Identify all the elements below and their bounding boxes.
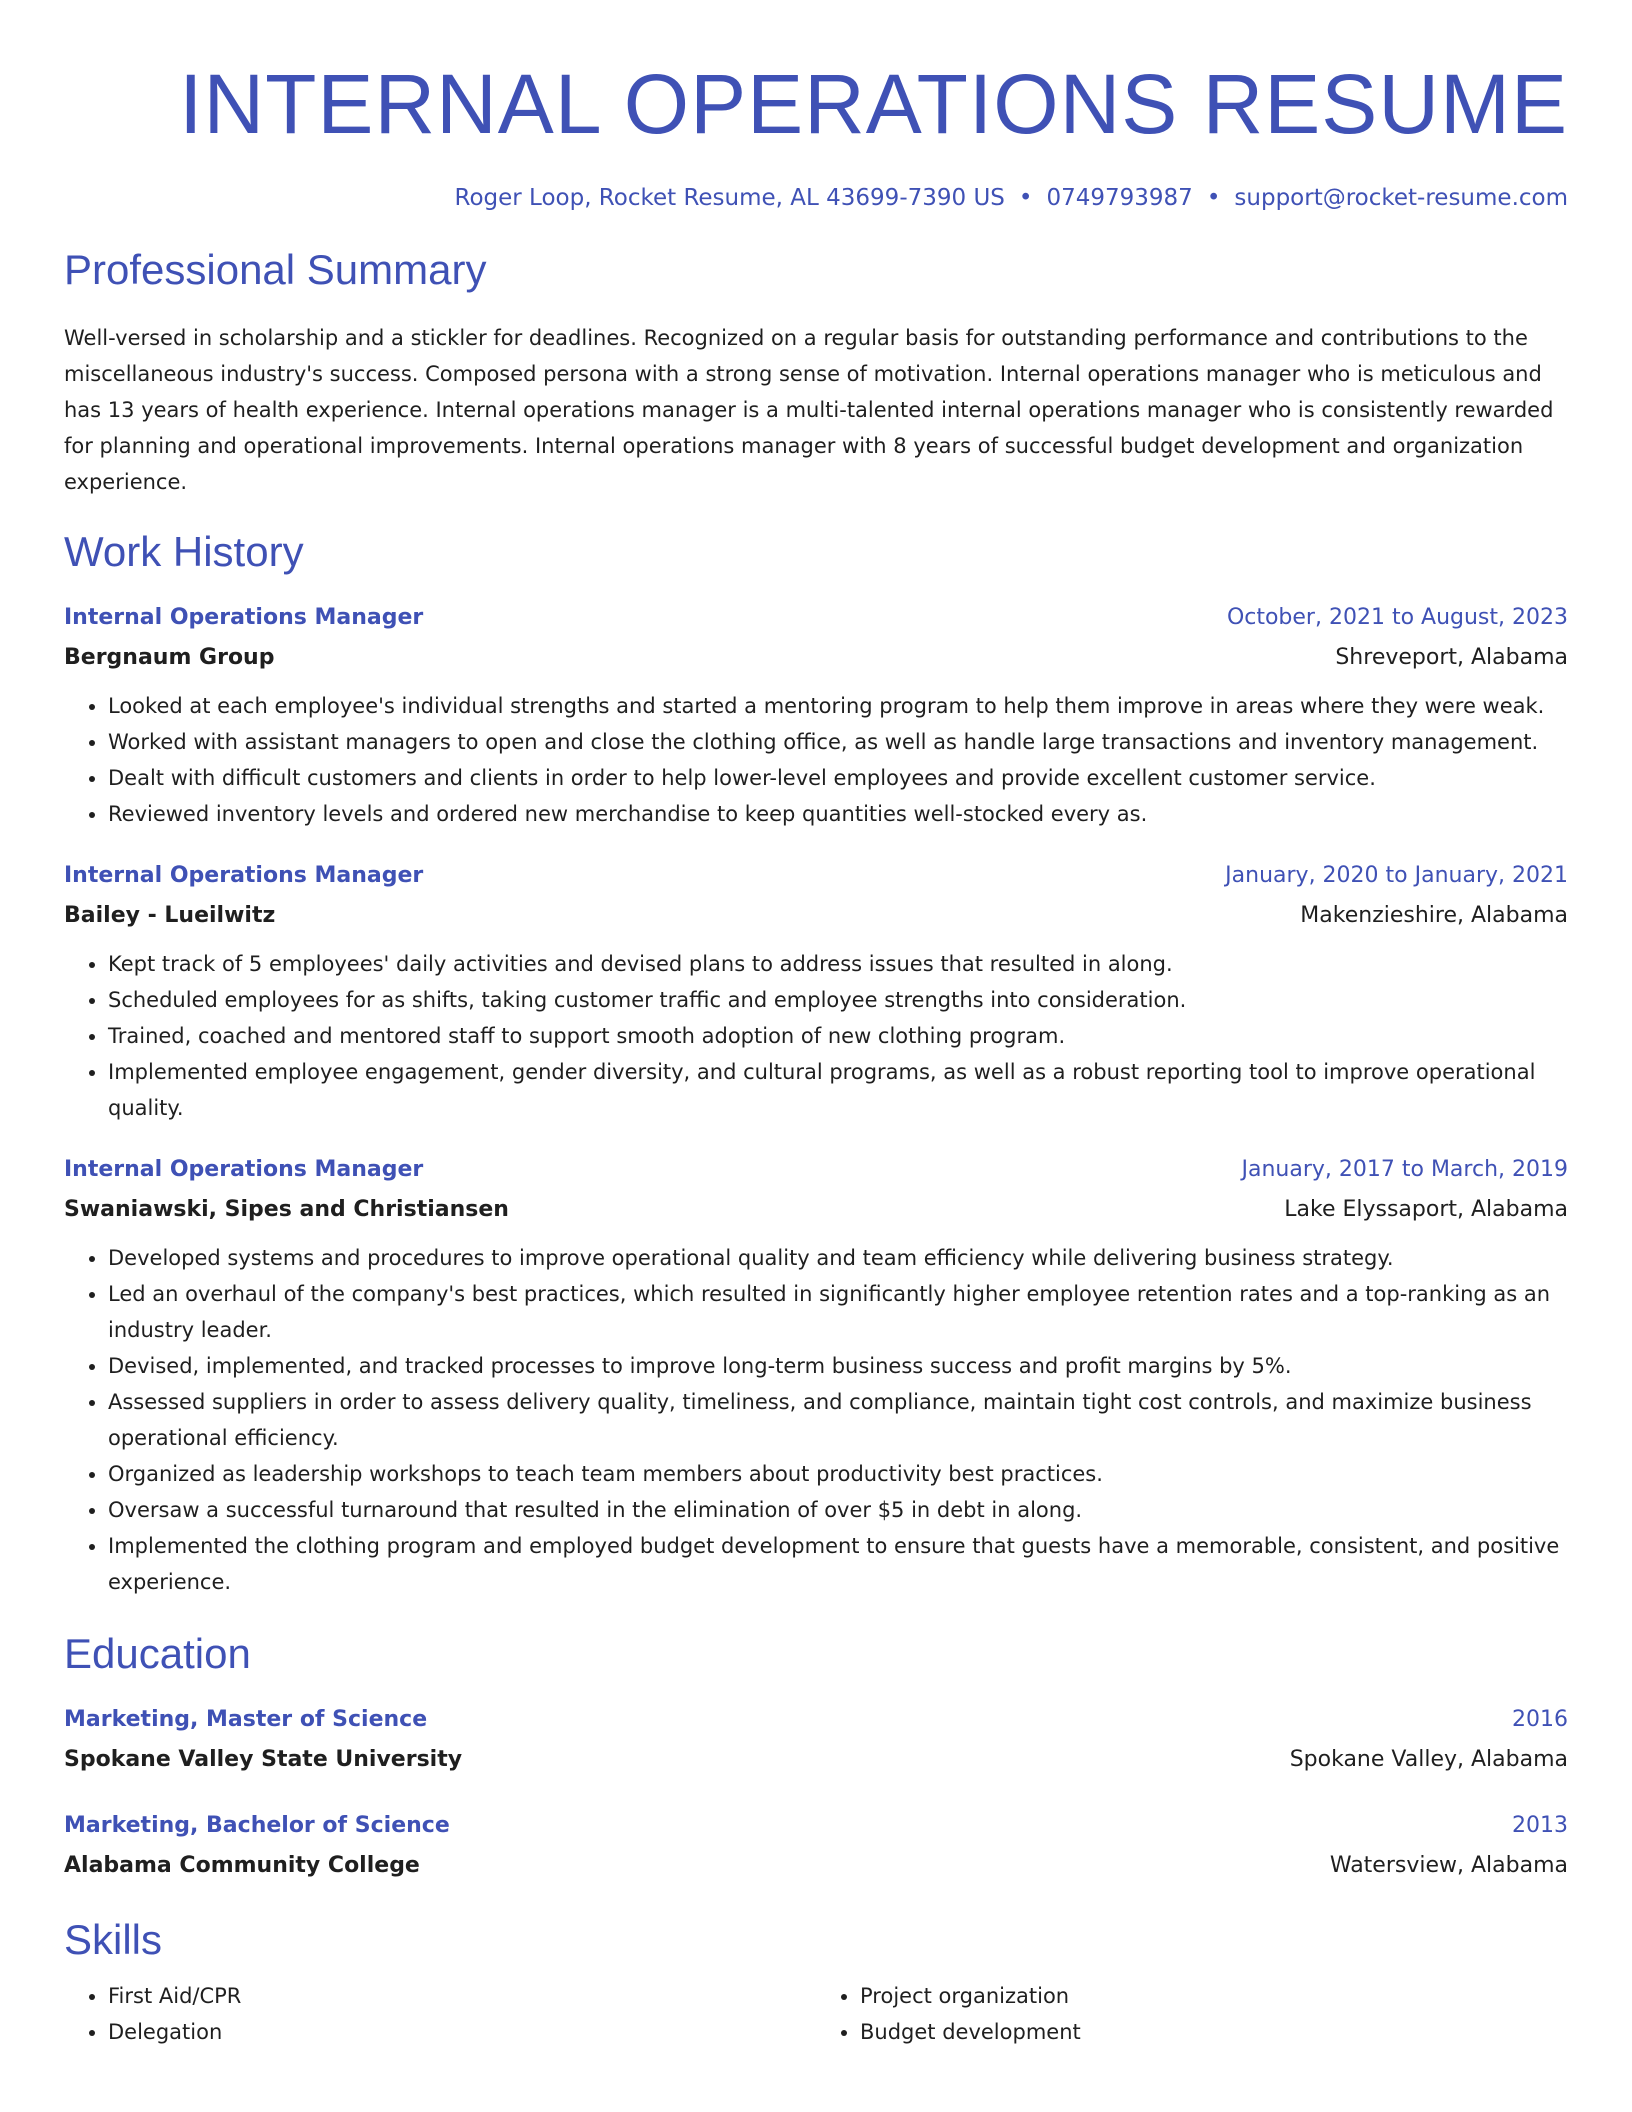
school-name: Alabama Community College: [64, 1853, 420, 1878]
job-company-row: [64, 896, 1568, 936]
list-item: • Dealt with difficult customers and clients in order to help lower-level employees and provide excellent customer service.: [108, 760, 1568, 796]
resume-title: INTERNAL OPERATIONS RESUME: [179, 57, 1568, 151]
job-header-row: [64, 598, 1568, 638]
contact-email[interactable]: support@rocket-resume.com: [1234, 185, 1568, 211]
section-heading: Work History: [64, 528, 304, 575]
skills-grid: [64, 1974, 1568, 2050]
list-item: • Looked at each employee's individual strengths and started a mentoring program to help them improve in areas where they were weak.: [108, 688, 1568, 724]
work-history-section: [64, 524, 1568, 1600]
job-location: Makenzieshire, Alabama: [1300, 903, 1568, 928]
job-company-row: [64, 1190, 1568, 1230]
skills-section: [64, 1912, 1568, 2050]
job-entry: [64, 856, 1568, 1126]
list-item: • Led an overhaul of the company's best practices, which resulted in significantly higher employee retention rates and a top-ranking as an industry leader.: [108, 1276, 1568, 1348]
graduation-year: 2016: [1512, 1707, 1568, 1732]
degree: Marketing, Master of Science: [64, 1707, 428, 1732]
education-school-row: [64, 1740, 1568, 1780]
education-school-row: [64, 1846, 1568, 1886]
job-title: Internal Operations Manager: [64, 605, 424, 630]
education-header-row: [64, 1806, 1568, 1846]
skill-item: • Budget development: [860, 2014, 1568, 2050]
job-bullets: [64, 1240, 1568, 1600]
job-location: Lake Elyssaport, Alabama: [1284, 1197, 1568, 1222]
job-title: Internal Operations Manager: [64, 863, 424, 888]
contact-line: [64, 182, 1568, 214]
job-entry: [64, 1150, 1568, 1600]
skills-list: [816, 1978, 1568, 2050]
job-title: Internal Operations Manager: [64, 1157, 424, 1182]
summary-text: Well-versed in scholarship and a stickler for deadlines. Recognized on a regular basis for outstanding performance and contributions to the miscellaneous industry's success. Composed persona with a strong sense of motivation. Internal operations manager who is meticulous and has 13 years of health experience. Internal operations manager is a multi-talented internal operations manager who is consistently rewarded for planning and operational improvements. Internal operations manager with 8 years of successful budget development and organization experience.: [64, 326, 1554, 494]
company-name: Bailey - Lueilwitz: [64, 903, 276, 928]
contact-separator: •: [1206, 185, 1221, 211]
section-heading: Education: [64, 1630, 251, 1677]
job-dates: January, 2020 to January, 2021: [1225, 863, 1568, 888]
resume-header: [64, 44, 1568, 214]
list-item: • Reviewed inventory levels and ordered new merchandise to keep quantities well-stocked every as.: [108, 796, 1568, 832]
skill-item: • Delegation: [108, 2014, 816, 2050]
skills-column-right: [816, 1974, 1568, 2050]
list-item: • Worked with assistant managers to open and close the clothing office, as well as handle large transactions and inventory management.: [108, 724, 1568, 760]
degree: Marketing, Bachelor of Science: [64, 1813, 450, 1838]
list-item: • Assessed suppliers in order to assess delivery quality, timeliness, and compliance, maintain tight cost controls, and maximize business operational efficiency.: [108, 1384, 1568, 1456]
company-name: Swaniawski, Sipes and Christiansen: [64, 1197, 509, 1222]
contact-phone: 0749793987: [1046, 185, 1193, 211]
contact-address: Roger Loop, Rocket Resume, AL 43699-7390 US: [454, 185, 1005, 211]
school-location: Watersview, Alabama: [1329, 1853, 1568, 1878]
skill-item: • Project organization: [860, 1978, 1568, 2014]
education-section: [64, 1626, 1568, 1886]
list-item: • Kept track of 5 employees' daily activities and devised plans to address issues that resulted in along.: [108, 946, 1568, 982]
list-item: • Implemented the clothing program and employed budget development to ensure that guests have a memorable, consistent, and positive experience.: [108, 1528, 1568, 1600]
list-item: • Oversaw a successful turnaround that resulted in the elimination of over $5 in debt in along.: [108, 1492, 1568, 1528]
job-dates: January, 2017 to March, 2019: [1241, 1157, 1568, 1182]
job-header-row: [64, 856, 1568, 896]
school-location: Spokane Valley, Alabama: [1289, 1747, 1568, 1772]
list-item: • Implemented employee engagement, gender diversity, and cultural programs, as well as a robust reporting tool to improve operational quality.: [108, 1054, 1568, 1126]
graduation-year: 2013: [1512, 1813, 1568, 1838]
job-header-row: [64, 1150, 1568, 1190]
list-item: • Organized as leadership workshops to teach team members about productivity best practices.: [108, 1456, 1568, 1492]
list-item: • Devised, implemented, and tracked processes to improve long-term business success and profit margins by 5%.: [108, 1348, 1568, 1384]
skills-list: [64, 1978, 816, 2050]
school-name: Spokane Valley State University: [64, 1747, 463, 1772]
education-header-row: [64, 1700, 1568, 1740]
company-name: Bergnaum Group: [64, 645, 275, 670]
contact-separator: •: [1018, 185, 1033, 211]
job-company-row: [64, 638, 1568, 678]
skill-item: • First Aid/CPR: [108, 1978, 816, 2014]
job-entry: [64, 598, 1568, 832]
job-location: Shreveport, Alabama: [1335, 645, 1568, 670]
list-item: • Developed systems and procedures to improve operational quality and team efficiency while delivering business strategy.: [108, 1240, 1568, 1276]
section-heading: Professional Summary: [64, 246, 487, 293]
job-bullets: [64, 946, 1568, 1126]
education-entry: [64, 1700, 1568, 1780]
job-dates: October, 2021 to August, 2023: [1226, 605, 1568, 630]
list-item: • Scheduled employees for as shifts, taking customer traffic and employee strengths into consideration.: [108, 982, 1568, 1018]
job-bullets: [64, 688, 1568, 832]
skills-column-left: [64, 1974, 816, 2050]
list-item: • Trained, coached and mentored staff to support smooth adoption of new clothing program.: [108, 1018, 1568, 1054]
professional-summary-section: [64, 242, 1568, 500]
education-entry: [64, 1806, 1568, 1886]
section-heading: Skills: [64, 1916, 163, 1963]
